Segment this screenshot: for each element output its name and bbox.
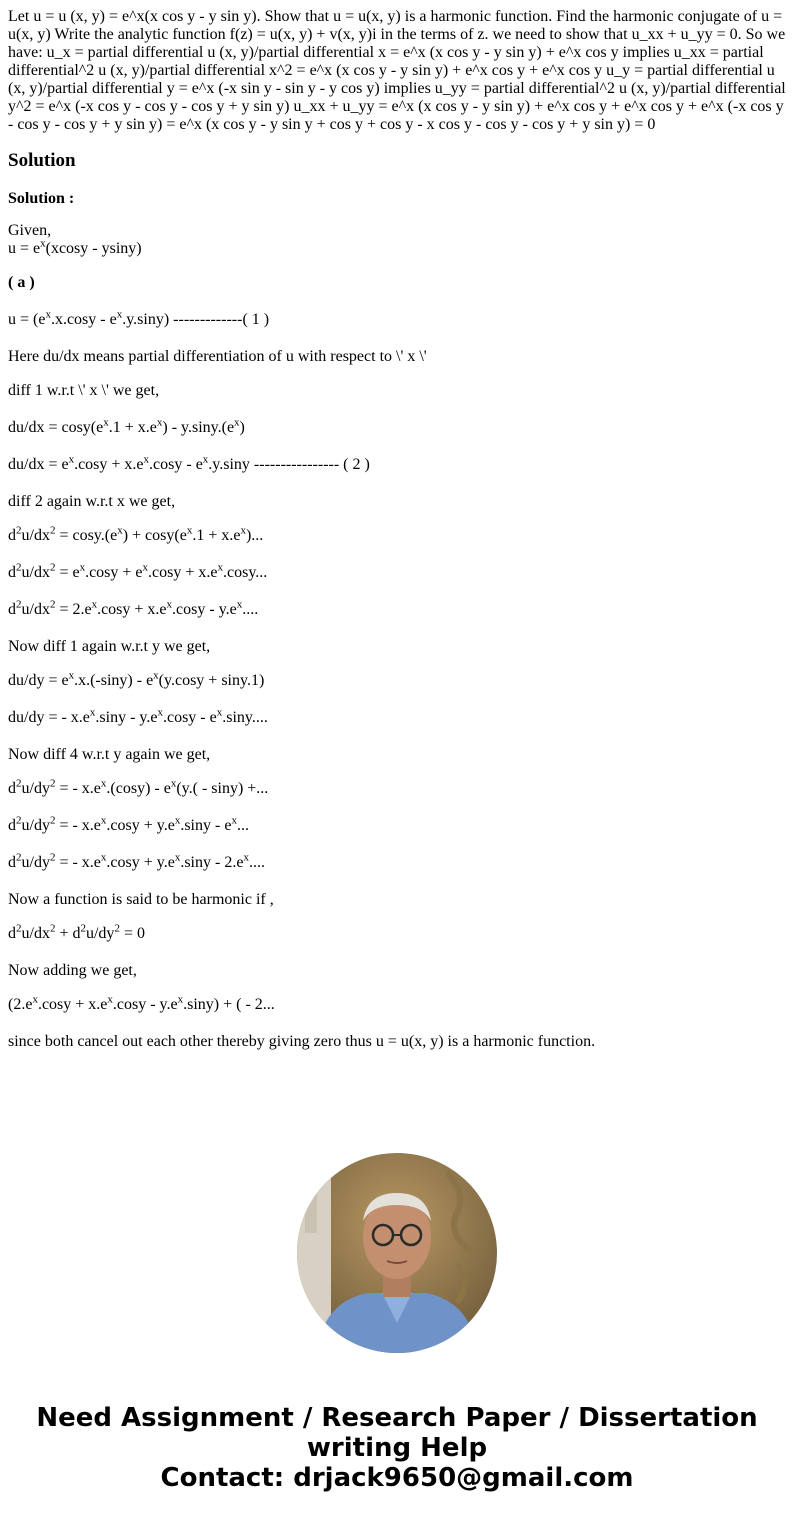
footer-contact-email: Contact: drjack9650@gmail.com — [160, 1463, 634, 1493]
diff-4-text: Now diff 4 w.r.t y again we get, — [8, 746, 211, 763]
du-dx-line-1: $du/dx = \cos y(e^x.1 + x.e^x) - y.\sin y.(e^x)$ — [8, 416, 245, 436]
d2u-dx2-line-3: $d^2u/dx^2 = 2.e^x.\cos y + x.e^x.\cos y - y.e^x$.... — [8, 598, 259, 618]
du-dy-line-2: du/dy = - $x.e^x.\sin y - y.e^x.\cos y - e^x.\sin y$.... — [8, 706, 268, 726]
given-label: Given, — [8, 222, 52, 239]
footer-contact — [0, 1403, 794, 1493]
solution-label: Solution : — [8, 190, 75, 207]
d2u-dy2-line-1: $d^2u/dy^2$ = - $x.e^x.(\cos y) - e^x(y.( - \sin y)$ +... — [8, 777, 269, 797]
diff-2-text: diff 2 again w.r.t x we get, — [8, 493, 176, 510]
d2u-dx2-line-1: $d^2u/dx^2 = \cos y.(e^x) + \cos y(e^x.1 + x.e^x)$... — [8, 524, 264, 544]
sum-equation: $(2.e^x.\cos y + x.e^x.\cos y - y.e^x.\sin y)$ + ( - 2... — [8, 993, 275, 1013]
solution-heading: Solution — [8, 150, 76, 171]
note-partial: Here du/dx means partial differentiation of u with respect to \' x \' — [8, 348, 427, 365]
du-dy-line-1: $du/dy = e^x.x.(-\sin y) - e^x(y.\cos y + \sin y.1)$ — [8, 669, 265, 689]
author-avatar — [297, 1153, 497, 1353]
footer-line-1: Need Assignment / Research Paper / Dissertation — [36, 1403, 758, 1433]
diff-3-text: Now diff 1 again w.r.t y we get, — [8, 638, 211, 655]
harmonic-definition: Now a function is said to be harmonic if , — [8, 891, 274, 908]
d2u-dx2-line-2: $d^2u/dx^2 = e^x.\cos y + e^x.\cos y + x.e^x.\cos y$... — [8, 561, 268, 581]
adding-text: Now adding we get, — [8, 962, 137, 979]
question-text: Let u = u (x, y) = e^x(x cos y - y sin y). Show that u = u(x, y) is a harmonic function. Find the harmonic conjugate of u = u(x, y) Write the analytic function f(z) = u(x, y) + v(x, y)i in the terms of z. we need to show that u_xx + u_yy = 0. So we have: u_x = partial differential u (x, y)/partial differential x = e^x (x cos y - y sin y) + e^x cos y implies u_xx = partial differential^2 u (x, y)/partial differential x^2 = e^x (x cos y - y sin y) + e^x cos y + e^x cos y u_y = partial differential u (x, y)/partial differential y = e^x (-x sin y - sin y - y cos y) implies u_yy = partial differential^2 u (x, y)/partial differential y^2 = e^x (-x cos y - cos y - cos y + y sin y) u_xx + u_yy = e^x (x cos y - y sin y) + e^x cos y + e^x cos y + e^x (-x cos y - cos y - cos y + y sin y) = e^x (x cos y - y sin y + cos y + cos y - x cos y - cos y - cos y + y sin y) = 0 — [8, 8, 786, 133]
given-block — [8, 222, 786, 258]
du-dx-line-2: $du/dx = e^x.\cos y + x.e^x.\cos y - e^x.y.\sin y$ ---------------- ( 2 ) — [8, 453, 370, 473]
d2u-dy2-line-3: $d^2u/dy^2$ = - $x.e^x.\cos y + y.e^x.\sin y - 2.e^x$.... — [8, 851, 265, 871]
d2u-dy2-line-2: $d^2u/dy^2$ = - $x.e^x.\cos y + y.e^x.\sin y - e^x$... — [8, 814, 249, 834]
equation-1: $u = (e^x.x.\cos y - e^x.y.\sin y)$ -------------( 1 ) — [8, 308, 270, 328]
part-a-label: ( a ) — [8, 274, 35, 291]
given-equation: $u = e^x(xcosy - ysiny)$ — [8, 237, 142, 257]
harmonic-equation: $d^2u/dx^2 + d^2u/dy^2 = 0$ — [8, 922, 145, 942]
footer-line-2: writing Help — [306, 1433, 488, 1463]
conclusion-text: since both cancel out each other thereby giving zero thus u = u(x, y) is a harmonic function. — [8, 1033, 596, 1050]
diff-1-text: diff 1 w.r.t \' x \' we get, — [8, 382, 160, 399]
